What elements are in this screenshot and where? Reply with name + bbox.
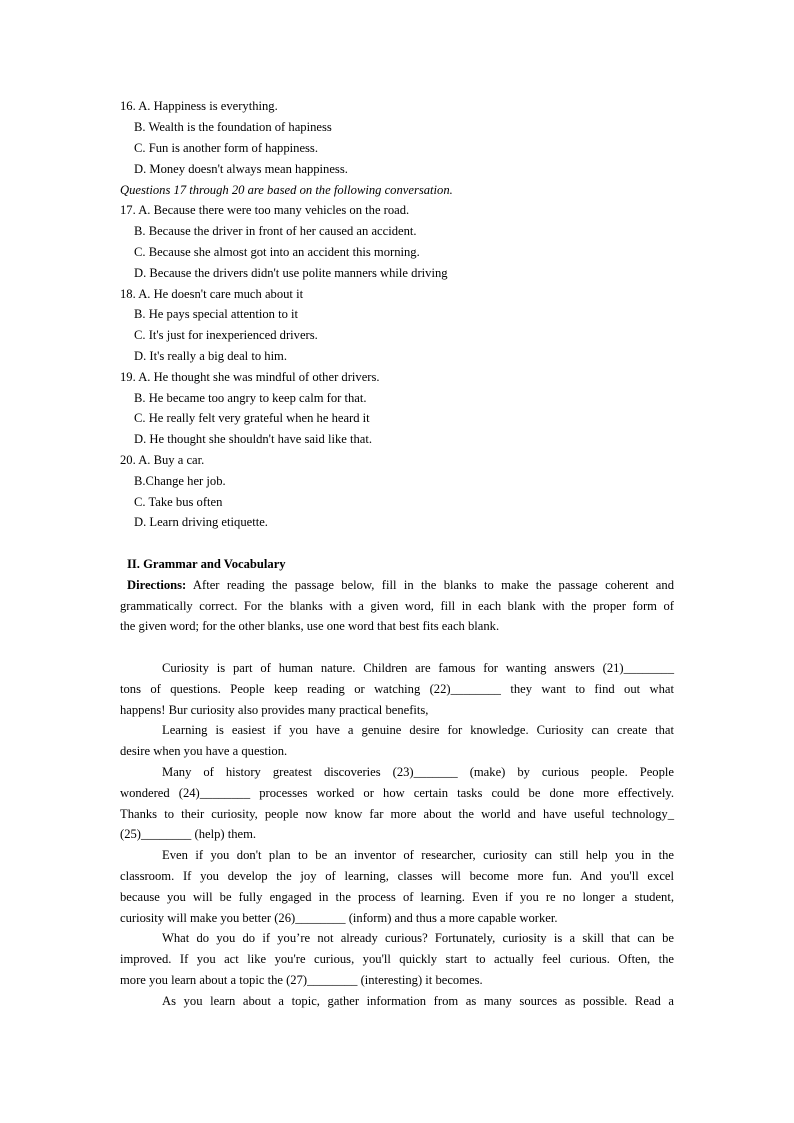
question-19-stem: 19. A. He thought she was mindful of other drivers. <box>120 370 380 384</box>
question-16-stem: 16. A. Happiness is everything. <box>120 99 278 113</box>
passage-line-16: more you learn about a topic the (27)________ (interesting) it becomes. <box>120 973 483 987</box>
passage-line-5: desire when you have a question. <box>120 744 288 758</box>
question-17-option-c: C. Because she almost got into an accident this morning. <box>134 245 420 259</box>
passage-line-13: curiosity will make you better (26)________ (inform) and thus a more capable worker. <box>120 911 558 925</box>
passage-line-12: because you will be fully engaged in the process of learning. Even if you re no longer a student, <box>120 890 674 904</box>
passage-line-15: improved. If you act like you're curious, you'll quickly start to actually feel curious. Often, the <box>120 952 674 966</box>
question-18-option-c: C. It's just for inexperienced drivers. <box>134 328 318 342</box>
directions-line-3: the given word; for the other blanks, use one word that best fits each blank. <box>120 619 500 633</box>
question-20-stem: 20. A. Buy a car. <box>120 453 205 467</box>
passage-line-1: Curiosity is part of human nature. Children are famous for wanting answers (21)________ <box>162 661 674 675</box>
directions-line-1 <box>127 577 674 593</box>
passage-line-10: Even if you don't plan to be an inventor of researcher, curiosity can still help you in the <box>162 848 674 862</box>
question-18-option-d: D. It's really a big deal to him. <box>134 349 288 363</box>
question-17-option-d: D. Because the drivers didn't use polite manners while driving <box>134 266 448 280</box>
question-19-option-c: C. He really felt very grateful when he heard it <box>134 411 370 425</box>
passage-line-6: Many of history greatest discoveries (23)_______ (make) by curious people. People <box>162 765 674 779</box>
question-17-stem: 17. A. Because there were too many vehicles on the road. <box>120 203 410 217</box>
question-16-option-d: D. Money doesn't always mean happiness. <box>134 162 348 176</box>
passage-line-7: wondered (24)________ processes worked or how certain tasks could be done more effectively. <box>120 786 674 800</box>
passage-line-8: Thanks to their curiosity, people now know far more about the world and have useful technology_ <box>120 807 674 821</box>
question-19-option-d: D. He thought she shouldn't have said like that. <box>134 432 373 446</box>
passage-line-4: Learning is easiest if you have a genuine desire for knowledge. Curiosity can create that <box>162 723 674 737</box>
question-20-option-b: B.Change her job. <box>134 474 226 488</box>
question-19-option-b: B. He became too angry to keep calm for that. <box>134 391 367 405</box>
directions-line-2: grammatically correct. For the blanks with a given word, fill in each blank with the proper form of <box>120 599 674 613</box>
passage-line-9: (25)________ (help) them. <box>120 827 257 841</box>
section-title: II. Grammar and Vocabulary <box>127 557 286 571</box>
question-20-option-c: C. Take bus often <box>134 495 223 509</box>
question-20-option-d: D. Learn driving etiquette. <box>134 515 268 529</box>
conversation-note: Questions 17 through 20 are based on the following conversation. <box>120 183 453 197</box>
directions-text-1: After reading the passage below, fill in the blanks to make the passage coherent and <box>192 578 674 592</box>
passage-line-11: classroom. If you develop the joy of learning, classes will become more fun. And you'll excel <box>120 869 674 883</box>
question-18-stem: 18. A. He doesn't care much about it <box>120 287 304 301</box>
passage-line-2: tons of questions. People keep reading or watching (22)________ they want to find out what <box>120 682 674 696</box>
passage-line-14: What do you do if you’re not already curious? Fortunately, curiosity is a skill that can be <box>162 931 674 945</box>
directions-label: Directions: <box>127 578 187 592</box>
question-16-option-b: B. Wealth is the foundation of hapiness <box>134 120 332 134</box>
question-16-option-c: C. Fun is another form of happiness. <box>134 141 318 155</box>
question-17-option-b: B. Because the driver in front of her caused an accident. <box>134 224 417 238</box>
passage-line-17: As you learn about a topic, gather information from as many sources as possible. Read a <box>162 994 674 1008</box>
question-18-option-b: B. He pays special attention to it <box>134 307 299 321</box>
passage-line-3: happens! Bur curiosity also provides many practical benefits, <box>120 703 429 717</box>
